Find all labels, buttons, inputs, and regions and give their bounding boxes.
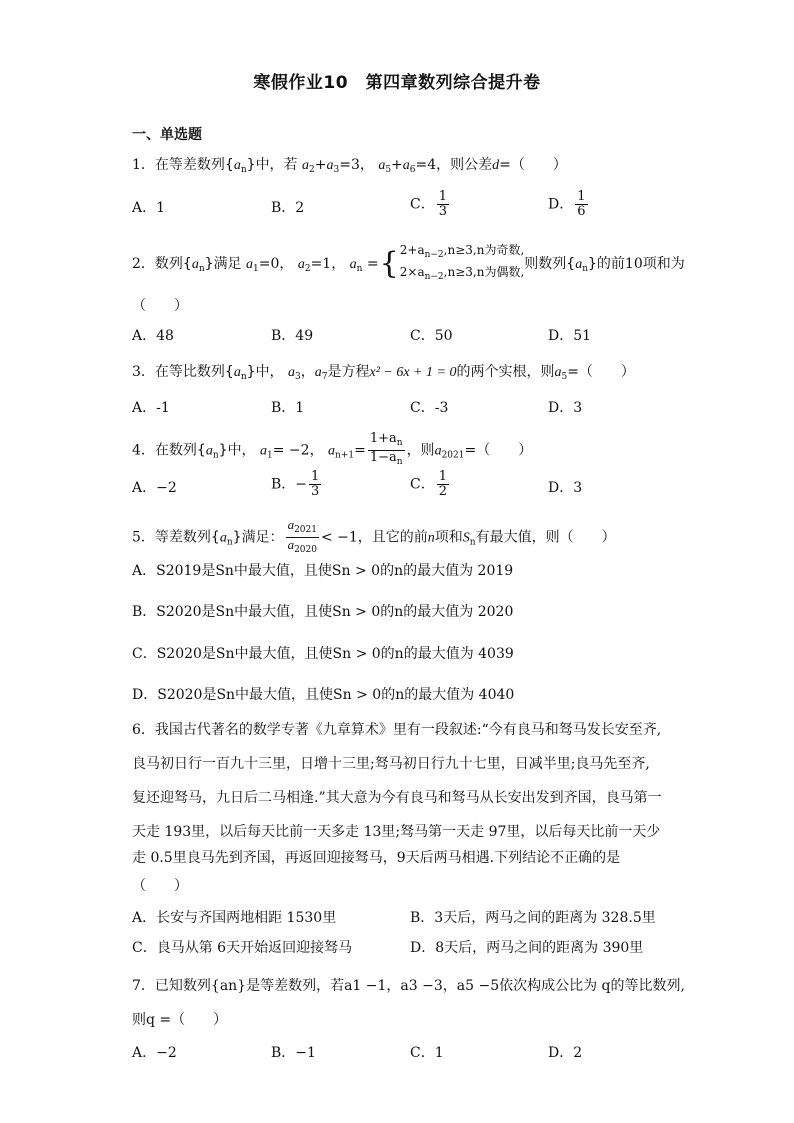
question-1: 1．在等差数列$\{a_n\}$中，若 $a_2+a_3=3$， $a_5+a_6=4$，则公差d=（ ） [132, 157, 567, 175]
question-7-line-2: 则q =（ ） [132, 1012, 228, 1028]
question-6-line-4: 天走 193里，以后每天比前一天多走 13里;驽马第一天走 97里，以后每天比前一天少 [132, 824, 661, 840]
q4-option-b[interactable]: B．− $\frac{1}{3}$ [271, 469, 320, 499]
q5-option-b[interactable]: B．S2020是Sn中最大值，且使Sn > 0的n的最大值为 2020 [132, 604, 514, 620]
question-5: 5．等差数列$\{a_n\}$满足： $\frac{a_{2021}}{a_{2020}}$ < −1，且它的前n项和$S_n$有最大值，则（ ） [132, 517, 616, 555]
q7-option-a[interactable]: A．−2 [132, 1045, 177, 1061]
q6-option-b[interactable]: B．3天后，两马之间的距离为 328.5里 [410, 910, 656, 926]
q2-answer-paren: （ ） [132, 298, 188, 314]
q2-option-a[interactable]: A．48 [132, 328, 174, 344]
q7-option-b[interactable]: B．−1 [271, 1045, 316, 1061]
q1-option-c[interactable]: C． $\frac{1}{3}$ [410, 189, 447, 219]
question-2: 2．数列$\{a_n\}$满足 $a_1=0$， $a_2=1$， $a_n =\{2+a_{n-2},n\ge 3,n$为奇数, $2\times a_{n-2},n\ge 3,n$为偶数,则数列$\{a_n\}$的前10项和为 [132, 243, 685, 282]
question-6-line-2: 良马初日行一百九十三里，日增十三里;驽马初日行九十七里，日减半里;良马先至齐, [132, 756, 650, 772]
q5-option-a[interactable]: A．S2019是Sn中最大值，且使Sn > 0的n的最大值为 2019 [132, 563, 514, 579]
question-6-line-1: 6．我国古代著名的数学专著《九章算术》里有一段叙述:“今有良马和驽马发长安至齐, [132, 722, 662, 738]
question-3: 3．在等比数列$\{a_n\}$中， $a_3$，$a_7$是方程x² − 6x + 1 = 0的两个实根，则$a_5=$（ ） [132, 364, 635, 382]
q2-option-b[interactable]: B．49 [271, 328, 314, 344]
q5-option-d[interactable]: D．S2020是Sn中最大值，且使Sn > 0的n的最大值为 4040 [132, 687, 515, 703]
question-6-line-3: 复还迎驽马，九日后二马相逢.”其大意为今有良马和驽马从长安出发到齐国，良马第一 [132, 790, 662, 806]
q3-option-b[interactable]: B．1 [271, 400, 305, 416]
q3-option-a[interactable]: A．-1 [132, 400, 170, 416]
q4-option-d[interactable]: D．3 [548, 480, 583, 496]
question-4: 4．在数列$\{a_n\}$中， $a_1= -2$， $a_{n+1}=$ $\frac{1+a_n}{1-a_n}$ ，则$a_{2021}=$（ ） [132, 431, 533, 467]
q1-option-a[interactable]: A．1 [132, 200, 166, 216]
q2-option-c[interactable]: C．50 [410, 328, 453, 344]
question-6-line-6: （ ） [132, 878, 188, 894]
page-title: 寒假作业10 第四章数列综合提升卷 [253, 73, 541, 93]
q7-option-c[interactable]: C．1 [410, 1045, 444, 1061]
q1-option-b[interactable]: B．2 [271, 200, 305, 216]
question-6-line-5: 走 0.5里良马先到齐国，再返回迎接驽马，9天后两马相遇.下列结论不正确的是 [132, 850, 621, 866]
q6-option-a[interactable]: A．长安与齐国两地相距 1530里 [132, 910, 337, 926]
q6-option-c[interactable]: C．良马从第 6天开始返回迎接驽马 [132, 940, 353, 956]
q4-option-a[interactable]: A．−2 [132, 480, 177, 496]
q2-option-d[interactable]: D．51 [548, 328, 592, 344]
q3-option-c[interactable]: C．-3 [410, 400, 449, 416]
q7-option-d[interactable]: D．2 [548, 1045, 583, 1061]
q6-option-d[interactable]: D．8天后，两马之间的距离为 390里 [410, 940, 644, 956]
section-heading: 一、单选题 [132, 127, 202, 143]
q5-option-c[interactable]: C．S2020是Sn中最大值，且使Sn > 0的n的最大值为 4039 [132, 646, 514, 662]
question-7-line-1: 7．已知数列{an}是等差数列，若a1 −1，a3 −3，a5 −5依次构成公比为 q的等比数列, [132, 978, 685, 994]
q1-option-d[interactable]: D． $\frac{1}{6}$ [548, 189, 586, 219]
q4-option-c[interactable]: C． $\frac{1}{2}$ [410, 469, 447, 499]
q3-option-d[interactable]: D．3 [548, 400, 583, 416]
